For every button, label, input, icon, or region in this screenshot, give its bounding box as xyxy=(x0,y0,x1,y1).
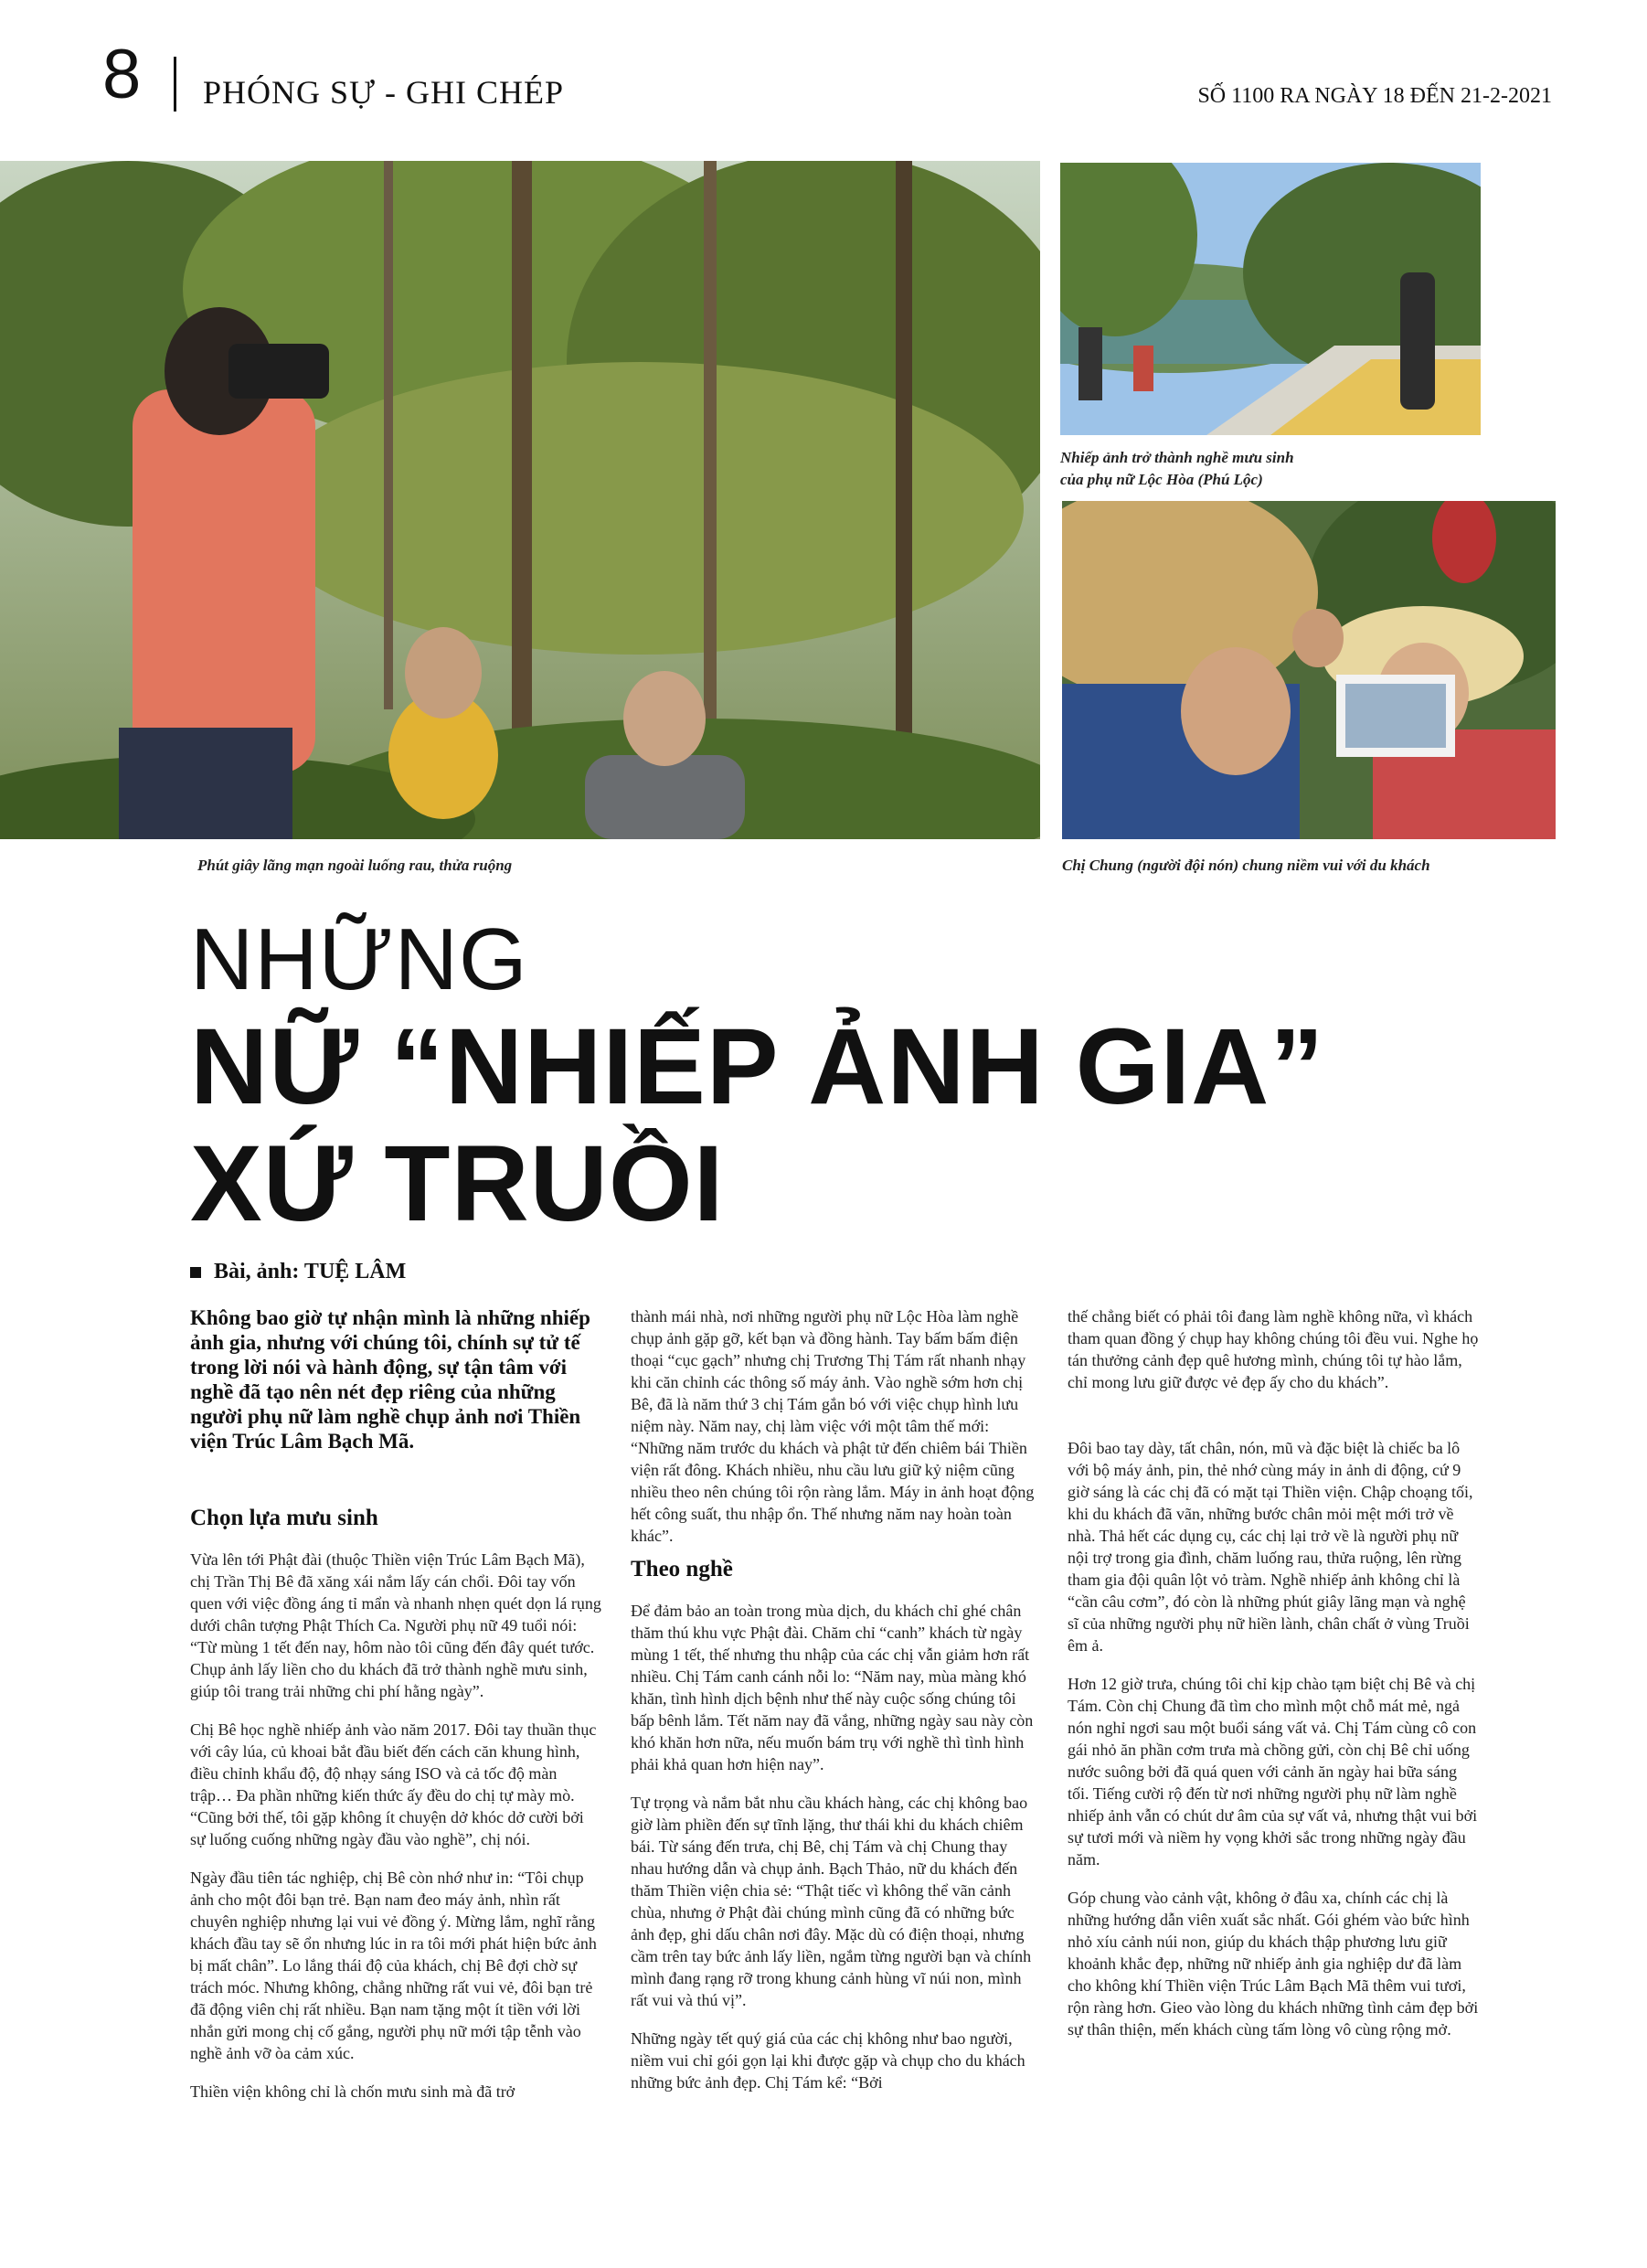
top-right-caption-line1: Nhiếp ảnh trở thành nghề mưu sinh xyxy=(1060,449,1294,466)
headline-line1: NHỮNG xyxy=(190,910,528,1008)
bottom-right-photo xyxy=(1062,501,1556,839)
main-photo xyxy=(0,161,1040,839)
paragraph: Thiền viện không chỉ là chốn mưu sinh mà đã trở xyxy=(190,2082,515,2101)
section-title: PHÓNG SỰ - GHI CHÉP xyxy=(203,74,564,111)
main-photo-caption: Phút giây lãng mạn ngoài luống rau, thửa ruộng xyxy=(197,857,513,874)
article-column-2 xyxy=(631,1305,1042,2110)
byline xyxy=(190,1260,406,1284)
bottom-right-caption: Chị Chung (người đội nón) chung niềm vui với du khách xyxy=(1062,857,1430,874)
issue-info: SỐ 1100 RA NGÀY 18 ĐẾN 21-2-2021 xyxy=(1197,84,1552,108)
paragraph: Chị Bê học nghề nhiếp ảnh vào năm 2017. Đôi tay thuần thục với cây lúa, củ khoai bắt đầu biết đến cách căn khung hình, điều chỉnh khẩu độ, độ nhạy sáng ISO và cả tốc độ màn trập… Đa phần những kiến thức ấy đều do chị tự mày mò. “Cũng bởi thế, tôi gặp không ít chuyện dở khóc dở cười bởi sự luống cuống những ngày đầu vào nghề”, chị nói. xyxy=(190,1720,597,1848)
subhead-chon-lua-muu-sinh: Chọn lựa mưu sinh xyxy=(190,1506,378,1530)
paragraph: Hơn 12 giờ trưa, chúng tôi chỉ kịp chào tạm biệt chị Bê và chị Tám. Còn chị Chung đã tìm cho mình một chỗ mát mẻ, ngả nón nghỉ ngơi sau một buổi sáng vất vả. Chị Tám cùng cô con gái nhỏ ăn phần cơm trưa mà chồng gửi, còn chị Bê chỉ uống nước suông bởi đã quá quen với cảnh ăn ngày hai bữa sáng tối. Tiếng cười rộ đến từ nơi những người phụ nữ làm nghề nhiếp ảnh vẫn có chút dư âm của sự vất vả, nhưng thật vui bởi sự tươi mới và niềm hy vọng khởi sắc trong những ngày đầu năm. xyxy=(1068,1675,1478,1869)
paragraph: Vừa lên tới Phật đài (thuộc Thiền viện Trúc Lâm Bạch Mã), chị Trần Thị Bê đã xăng xái nắm lấy cán chổi. Đôi tay vốn quen với việc đồng áng tỉ mẩn và nhanh nhẹn quét dọn lá rụng dưới chân tượng Phật Thích Ca. Người phụ nữ 49 tuổi nói: “Từ mùng 1 tết đến nay, hôm nào tôi cũng đến đây quét tước. Chụp ảnh lấy liền cho du khách đã trở thành nghề mưu sinh, giúp tôi trang trải những chi phí hằng ngày”. xyxy=(190,1550,601,1700)
top-right-caption-line2: của phụ nữ Lộc Hòa (Phú Lộc) xyxy=(1060,471,1263,488)
paragraph: thế chẳng biết có phải tôi đang làm nghề không nữa, vì khách tham quan đồng ý chụp hay không chúng tôi đều vui. Nghe họ tán thưởng cảnh đẹp quê hương mình, chúng tôi tự hào lắm, chỉ mong lưu giữ được vẻ đẹp ấy cho du khách”. xyxy=(1068,1307,1479,1391)
byline-square-icon xyxy=(190,1267,201,1278)
paragraph: thành mái nhà, nơi những người phụ nữ Lộc Hòa làm nghề chụp ảnh gặp gỡ, kết bạn và đồng hành. Tay bấm bấm điện thoại “cục gạch” nhưng chị Trương Thị Tám rất nhanh nhạy khi căn chỉnh các thông số máy ảnh. Vào nghề sớm hơn chị Bê, đã là năm thứ 3 chị Tám gắn bó với việc chụp hình lưu niệm này. Năm nay, chị làm việc với một tâm thế mới: “Những năm trước du khách và phật tử đến chiêm bái Thiền viện rất đông. Khách nhiều, nhu cầu lưu giữ kỷ niệm cũng nhiều theo nên chúng tôi rộn ràng lắm. Máy in ảnh hoạt động hết công suất, thu nhập ổn. Thế nhưng năm nay hoàn toàn khác”. xyxy=(631,1307,1035,1545)
article-lead: Không bao giờ tự nhận mình là những nhiếp ảnh gia, nhưng với chúng tôi, chính sự tử tế trong lời nói và hành động, sự tận tâm với nghề đã tạo nên nét đẹp riêng của những người phụ nữ làm nghề chụp ảnh nơi Thiền viện Trúc Lâm Bạch Mã. xyxy=(190,1306,590,1453)
subhead-theo-nghe: Theo nghề xyxy=(631,1557,733,1581)
paragraph: Đôi bao tay dày, tất chân, nón, mũ và đặc biệt là chiếc ba lô với bộ máy ảnh, pin, thẻ nhớ cùng máy in ảnh di động, cứ 9 giờ sáng là các chị đã có mặt tại Thiền viện. Chập choạng tối, khi du khách đã vãn, những bước chân mỏi mệt mới trở về nhà. Thả hết các dụng cụ, các chị lại trở về là người phụ nữ nội trợ trong gia đình, chăm luống rau, thửa ruộng, lên rừng tham gia đội quân lột vỏ tràm. Nghề nhiếp ảnh không chỉ là “cần câu cơm”, đó còn là những phút giây lãng mạn và nghệ sĩ của những người phụ nữ hiền lành, chân chất ở vùng Truồi êm ả. xyxy=(1068,1439,1473,1655)
headline-line2: NỮ “NHIẾP ẢNH GIA” xyxy=(190,1006,1325,1127)
byline-text: Bài, ảnh: TUỆ LÂM xyxy=(214,1260,407,1283)
header-divider xyxy=(174,57,176,112)
paragraph: Để đảm bảo an toàn trong mùa dịch, du khách chỉ ghé chân thăm thú khu vực Phật đài. Chăm chỉ “canh” khách từ ngày mùng 1 tết, thế nhưng thu nhập của các chị vẫn giảm hơn rất nhiều. Chị Tám canh cánh nỗi lo: “Năm nay, mùa màng khó khăn, tình hình dịch bệnh như thế này cuộc sống chúng tôi bấp bênh lắm. Tết năm nay đã vắng, những ngày sau này còn khó khăn hơn nữa, nếu muốn bám trụ với nghề thì tình hình phải khả quan hơn hiện nay”. xyxy=(631,1602,1034,1773)
article-column-3 xyxy=(1068,1305,1479,2057)
paragraph: Những ngày tết quý giá của các chị không như bao người, niềm vui chỉ gói gọn lại khi được gặp và chụp cho du khách những bức ảnh đẹp. Chị Tám kể: “Bởi xyxy=(631,2029,1025,2092)
headline-line3: XỨ TRUỒI xyxy=(190,1123,725,1244)
article-column-1 xyxy=(190,1305,601,2119)
paragraph: Tự trọng và nắm bắt nhu cầu khách hàng, các chị không bao giờ làm phiền đến sự tĩnh lặng, thư thái khi du khách chiêm bái. Từ sáng đến trưa, chị Bê, chị Tám và chị Chung thay nhau hướng dẫn và chụp ảnh. Bạch Thảo, nữ du khách đến thăm Thiền viện chia sẻ: “Thật tiếc vì không thể vãn cảnh chùa, nhưng ở Phật đài chúng mình cũng đã có những bức ảnh đẹp, ghi dấu chân nơi đây. Mặc dù có điện thoại, nhưng cầm trên tay bức ảnh lấy liền, ngắm từng người bạn và chính mình đang rạng rỡ trong khung cảnh hùng vĩ núi non, mình rất vui và thú vị”. xyxy=(631,1794,1032,2009)
paragraph: Góp chung vào cảnh vật, không ở đâu xa, chính các chị là những hướng dẫn viên xuất sắc nhất. Gói ghém vào bức hình nhỏ xíu cảnh núi non, giúp du khách thập phương lưu giữ khoảnh khắc đẹp, những nữ nhiếp ảnh gia nghiệp dư đã làm cho không khí Thiền viện Trúc Lâm Bạch Mã thêm vui tươi, rộn ràng hơn. Gieo vào lòng du khách những tình cảm đẹp bởi sự thân thiện, mến khách cùng tấm lòng vô cùng rộng mở. xyxy=(1068,1889,1479,2039)
page-number: 8 xyxy=(102,36,142,113)
top-right-photo xyxy=(1060,163,1481,435)
paragraph: Ngày đầu tiên tác nghiệp, chị Bê còn nhớ như in: “Tôi chụp ảnh cho một đôi bạn trẻ. Bạn nam đeo máy ảnh, nhìn rất chuyên nghiệp nhưng lại vui vẻ đồng ý. Mừng lắm, nghĩ rằng khách đầu tay sẽ ổn nhưng lúc in ra tôi mới phát hiện bức ảnh bị mất chân”. Lo lắng thái độ của khách, chị Bê đợi chờ sự trách móc. Nhưng không, chẳng những rất vui vẻ, đôi bạn trẻ đã động viên chị rất nhiều. Bạn nam tặng một ít tiền với lời nhắn gửi mong chị cố gắng, người phụ nữ mới tập tễnh vào nghề ảnh vỡ òa cảm xúc. xyxy=(190,1869,597,2062)
